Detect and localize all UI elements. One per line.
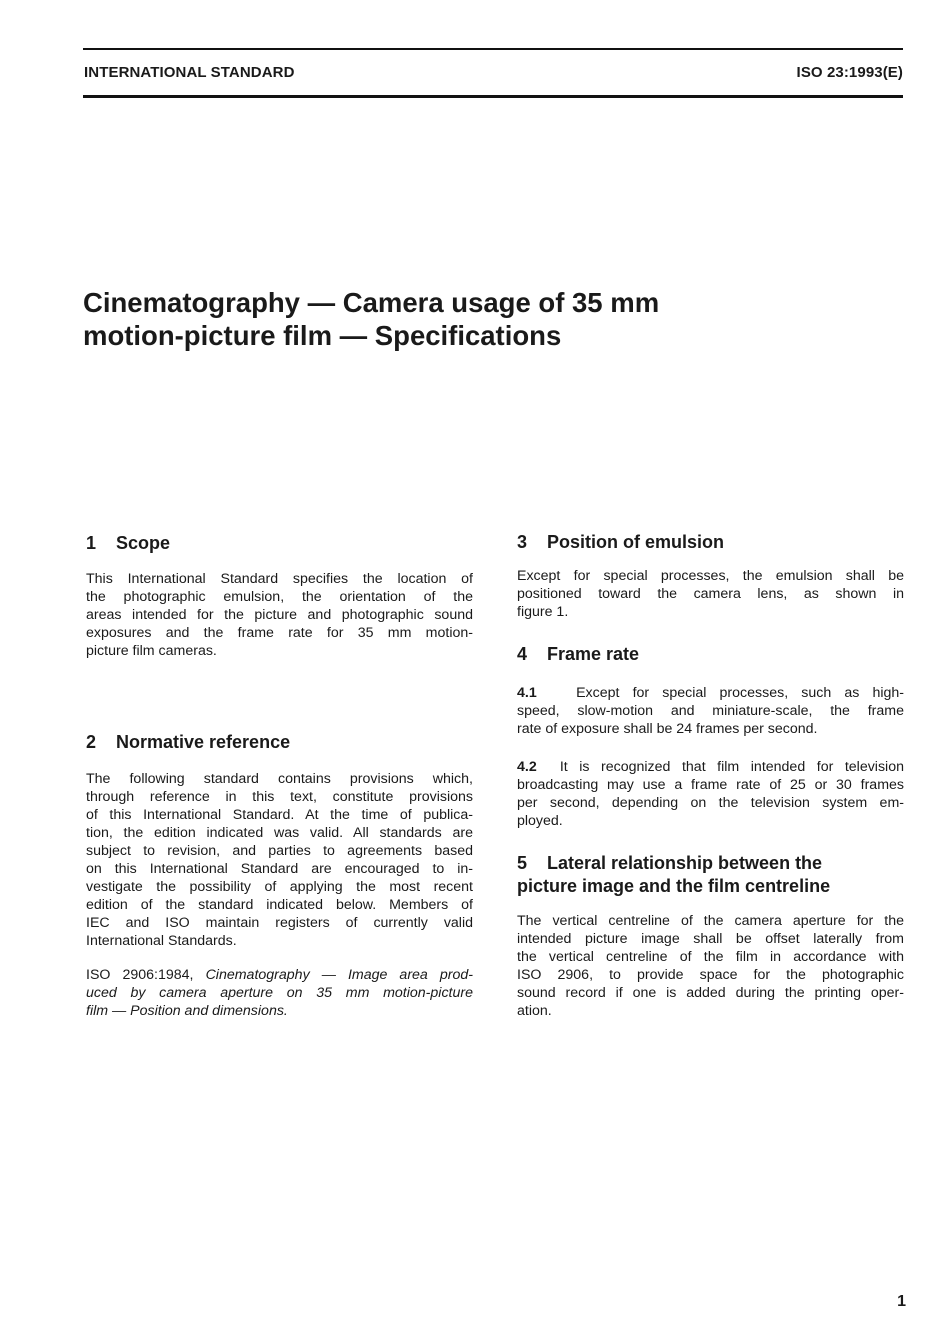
text-line: through reference in this text, constitute provisions: [86, 789, 473, 805]
header-document-id: ISO 23:1993(E): [796, 64, 903, 81]
text-line: broadcasting may use a frame rate of 25 or 30 frames: [517, 777, 904, 793]
section-4-heading: [517, 643, 907, 666]
section-3-number: 3: [517, 532, 528, 552]
reference-designation: ISO 2906:1984,: [86, 967, 194, 983]
text-line: [86, 966, 473, 984]
text-line: figure 1.: [517, 604, 569, 620]
section-2-heading: [86, 731, 476, 754]
text-line: intended picture image shall be offset laterally from: [517, 931, 904, 947]
text-line: of this International Standard. At the time of publica-: [86, 807, 473, 823]
section-2-title: Normative reference: [116, 732, 291, 752]
subclause-number: 4.2: [517, 759, 537, 775]
text-line: The following standard contains provisions which,: [86, 771, 473, 787]
subclause-text: It is recognized that film intended for television: [559, 759, 904, 775]
section-5-number: 5: [517, 853, 528, 873]
section-1-heading: [86, 532, 476, 555]
text-line: the vertical centreline of the film in accordance with: [517, 949, 904, 965]
text-line: subject to revision, and parties to agreements based: [86, 843, 473, 859]
text-line: rate of exposure shall be 24 frames per second.: [517, 721, 818, 737]
section-5-heading-line-2: picture image and the film centreline: [517, 876, 831, 896]
text-line: speed, slow-motion and miniature-scale, the frame: [517, 703, 904, 719]
section-4-number: 4: [517, 644, 528, 664]
section-4-title: Frame rate: [547, 644, 640, 664]
text-line: uced by camera aperture on 35 mm motion-picture: [86, 985, 473, 1001]
text-line: tion, the edition indicated was valid. All standards are: [86, 825, 473, 841]
text-line: ation.: [517, 1003, 552, 1019]
section-2-number: 2: [86, 732, 97, 752]
text-line: ployed.: [517, 813, 563, 829]
section-2-body: [86, 770, 473, 950]
document-title-line-2: motion-picture film — Specifications: [83, 320, 562, 351]
text-line: [517, 684, 904, 702]
section-5-heading: [517, 852, 907, 898]
section-1-title: Scope: [116, 533, 171, 553]
text-line: International Standards.: [86, 933, 237, 949]
reference-title: Cinematography — Image area prod-: [205, 967, 473, 983]
header-bottom-rule: [83, 95, 903, 98]
text-line: IEC and ISO maintain registers of currently valid: [86, 915, 473, 931]
section-3-heading: [517, 531, 907, 554]
text-line: per second, depending on the television system em-: [517, 795, 904, 811]
text-line: Except for special processes, the emulsion shall be: [517, 568, 904, 584]
text-line: This International Standard specifies the location of: [86, 571, 473, 587]
subclause-4-2: [517, 758, 904, 830]
text-line: the photographic emulsion, the orientation of the: [86, 589, 473, 605]
text-line: [517, 758, 904, 776]
header-top-rule: [83, 48, 903, 50]
document-title: [83, 286, 863, 352]
section-3-body: [517, 567, 904, 621]
section-5-body: [517, 912, 904, 1020]
subclause-4-1: [517, 684, 904, 738]
section-1-body: [86, 570, 473, 660]
document-title-line-1: Cinematography — Camera usage of 35 mm: [83, 287, 660, 318]
text-line: on this International Standard are encouraged to in-: [86, 861, 473, 877]
subclause-text: Except for special processes, such as high-: [576, 685, 904, 701]
text-line: film — Position and dimensions.: [86, 1003, 288, 1019]
page-number: 1: [897, 1293, 906, 1310]
text-line: positioned toward the camera lens, as shown in: [517, 586, 904, 602]
normative-reference-entry: [86, 966, 473, 1020]
text-line: areas intended for the picture and photographic sound: [86, 607, 473, 623]
header-document-type: INTERNATIONAL STANDARD: [84, 64, 295, 81]
text-line: vestigate the possibility of applying the most recent: [86, 879, 473, 895]
section-1-number: 1: [86, 533, 97, 553]
section-3-title: Position of emulsion: [547, 532, 725, 552]
text-line: sound record if one is added during the printing oper-: [517, 985, 904, 1001]
section-5-title: Lateral relationship between the: [547, 853, 823, 873]
text-line: ISO 2906, to provide space for the photographic: [517, 967, 904, 983]
section-5-heading-line-1: [517, 852, 907, 875]
text-line: exposures and the frame rate for 35 mm motion-: [86, 625, 473, 641]
text-line: picture film cameras.: [86, 643, 217, 659]
text-line: edition of the standard indicated below. Members of: [86, 897, 473, 913]
subclause-number: 4.1: [517, 685, 537, 701]
text-line: The vertical centreline of the camera aperture for the: [517, 913, 904, 929]
